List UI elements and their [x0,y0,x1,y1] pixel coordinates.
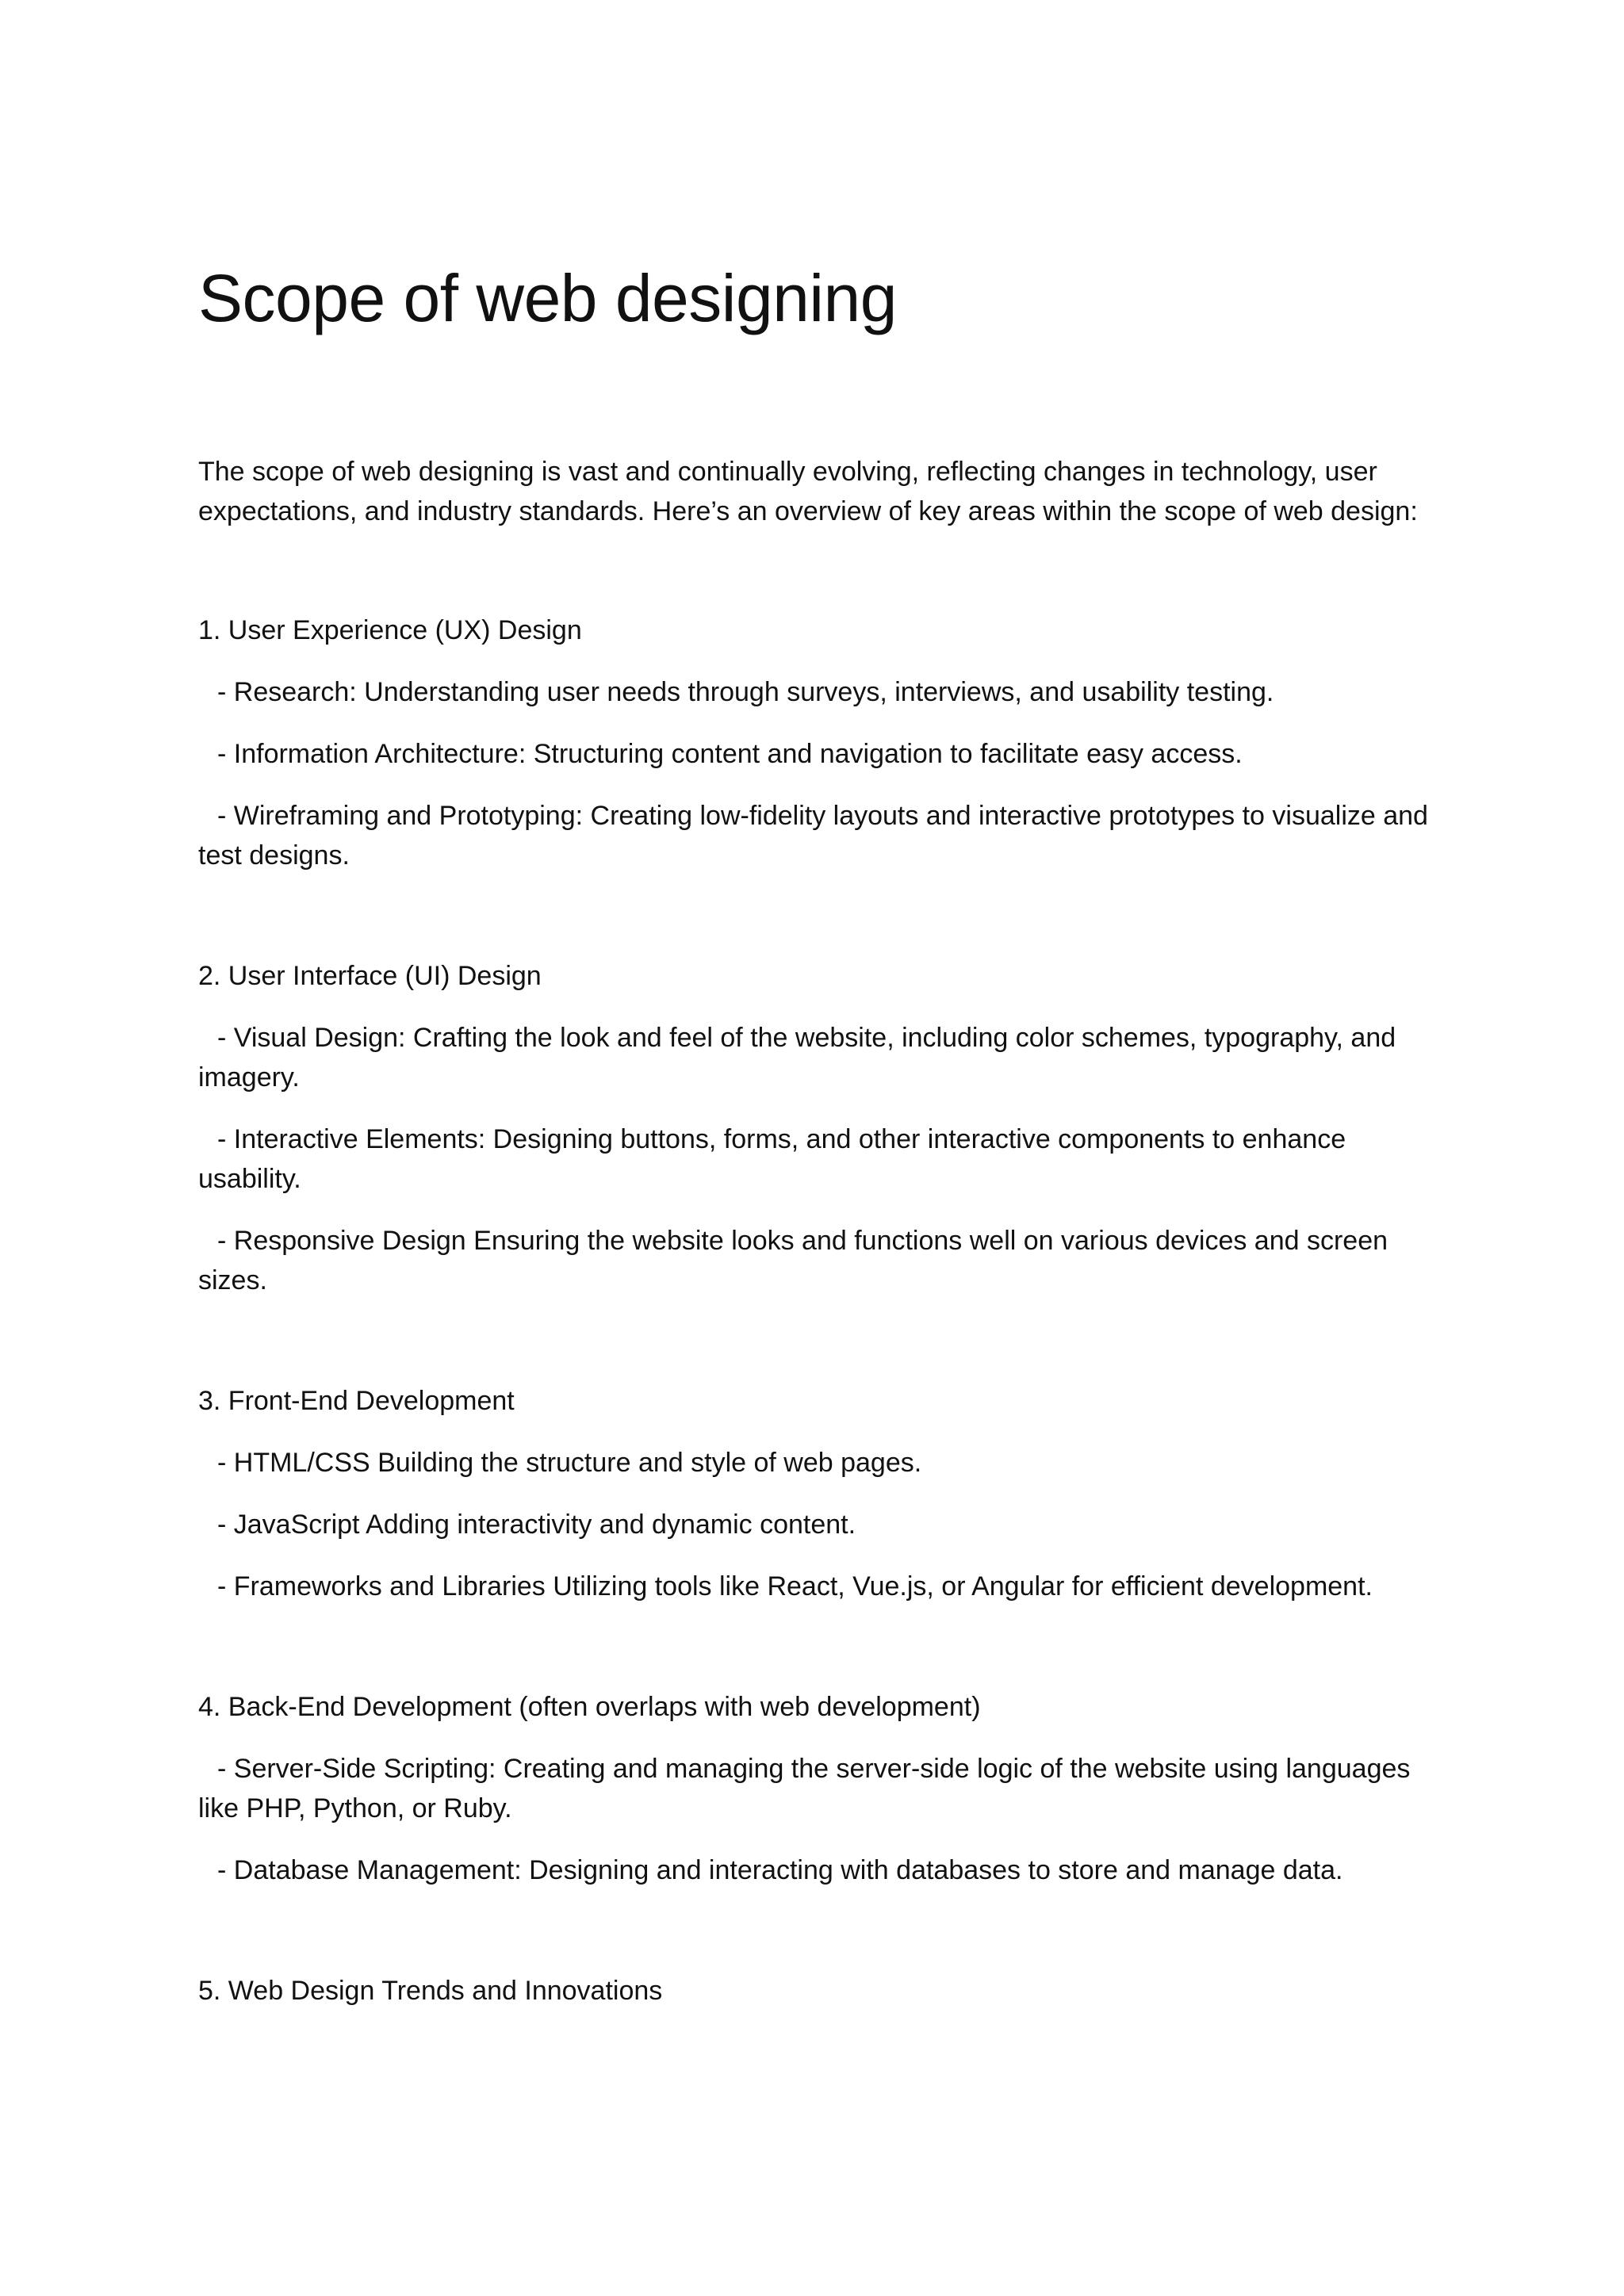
section-front-end-development [198,1381,1435,1606]
section-heading: 4. Back-End Development (often overlaps with web development) [198,1692,981,1723]
section-back-end-development [198,1687,1435,1890]
intro-paragraph: The scope of web designing is vast and continually evolving, reflecting changes in technology, user expectations, and industry standards. Here’s an overview of key areas within the scope of web design: [198,457,1418,527]
section-heading: 5. Web Design Trends and Innovations [198,1976,663,2007]
list-item: - Wireframing and Prototyping: Creating low-fidelity layouts and interactive prototypes to visualize and test designs. [198,801,1428,871]
document-title: Scope of web designing [198,261,897,335]
list-item: - Visual Design: Crafting the look and feel of the website, including color schemes, typography, and imagery. [198,1023,1396,1093]
list-item: - Interactive Elements: Designing buttons, forms, and other interactive components to enhance usability. [198,1124,1346,1195]
list-item: - Information Architecture: Structuring content and navigation to facilitate easy access. [217,739,1243,770]
list-item: - Responsive Design Ensuring the website looks and functions well on various devices and screen sizes. [198,1226,1388,1296]
document-page [198,262,1435,2033]
list-item: - Database Management: Designing and interacting with databases to store and manage data. [217,1855,1343,1886]
section-heading: 1. User Experience (UX) Design [198,615,582,646]
list-item: - Server-Side Scripting: Creating and managing the server-side logic of the website using languages like PHP, Python, or Ruby. [198,1754,1411,1824]
section-ux-design [198,610,1435,875]
list-item: - JavaScript Adding interactivity and dynamic content. [217,1510,856,1540]
list-item: - Research: Understanding user needs through surveys, interviews, and usability testing. [217,677,1274,708]
list-item: - Frameworks and Libraries Utilizing tools like React, Vue.js, or Angular for efficient development. [217,1571,1373,1602]
list-item: - HTML/CSS Building the structure and style of web pages. [217,1448,922,1479]
section-heading: 2. User Interface (UI) Design [198,961,542,992]
section-ui-design [198,956,1435,1300]
section-heading: 3. Front-End Development [198,1386,515,1417]
section-web-design-trends [198,1971,1435,2011]
